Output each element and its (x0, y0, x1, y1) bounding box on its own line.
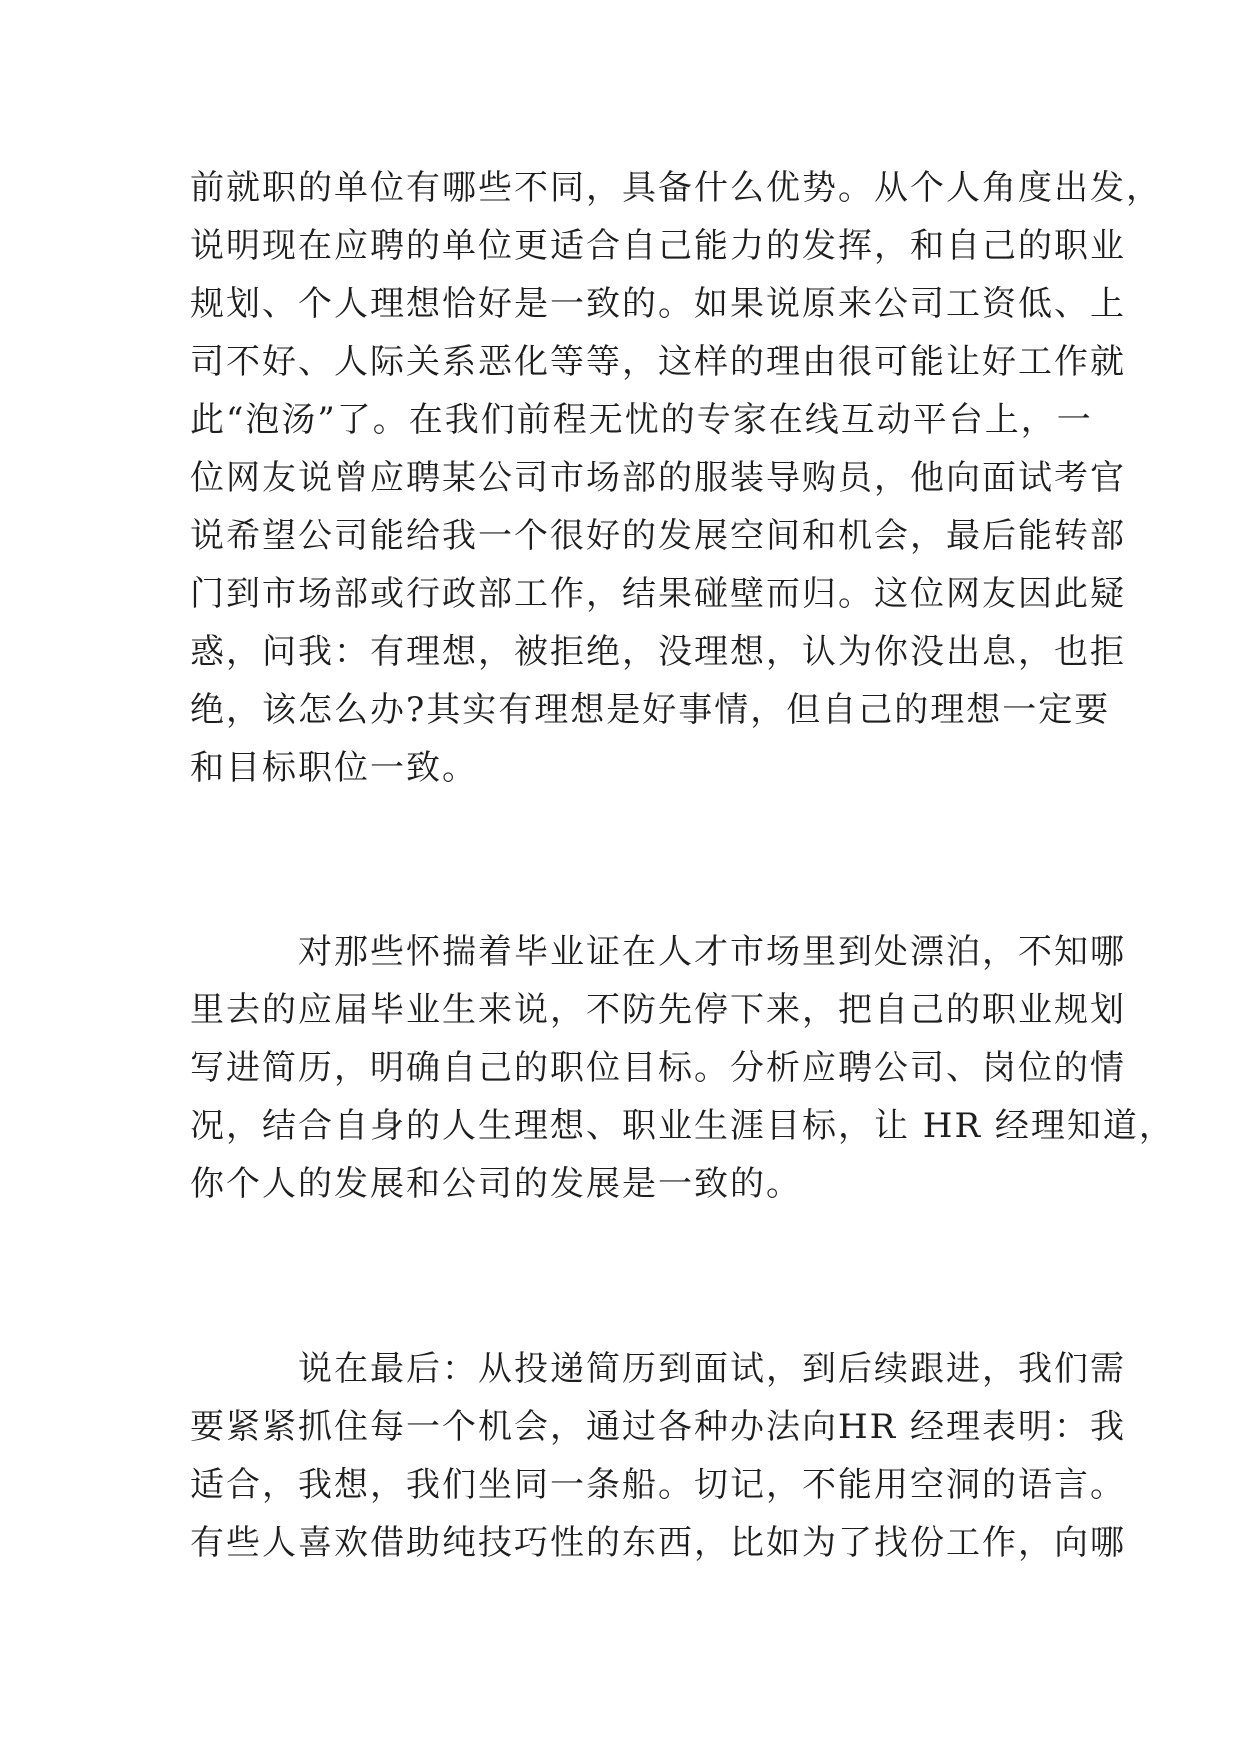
text-line: 门到市场部或行政部工作，结果碰壁而归。这位网友因此疑 (190, 574, 1126, 614)
text-line: 和目标职位一致。 (190, 748, 478, 788)
text-line: 里去的应届毕业生来说，不防先停下来，把自己的职业规划 (190, 990, 1126, 1030)
text-line: 位网友说曾应聘某公司市场部的服装导购员，他向面试考官 (190, 458, 1126, 498)
text-line: 说明现在应聘的单位更适合自己能力的发挥，和自己的职业 (190, 226, 1126, 266)
text-line: 惑，问我：有理想，被拒绝，没理想，认为你没出息，也拒 (190, 632, 1126, 672)
text-line: 适合，我想，我们坐同一条船。切记，不能用空洞的语言。 (190, 1465, 1126, 1505)
text-line: 前就职的单位有哪些不同，具备什么优势。从个人角度出发， (190, 168, 1162, 208)
text-line: 况，结合自身的人生理想、职业生涯目标，让 HR 经理知道， (190, 1106, 1175, 1146)
text-line: 绝，该怎么办?其实有理想是好事情，但自己的理想一定要 (190, 690, 1111, 730)
text-line: 说在最后：从投递简历到面试，到后续跟进，我们需 (298, 1349, 1126, 1389)
text-line: 要紧紧抓住每一个机会，通过各种办法向HR 经理表明：我 (190, 1407, 1127, 1447)
text-line: 写进简历，明确自己的职位目标。分析应聘公司、岗位的情 (190, 1048, 1126, 1088)
text-line: 司不好、人际关系恶化等等，这样的理由很可能让好工作就 (190, 342, 1126, 382)
text-line: 对那些怀揣着毕业证在人才市场里到处漂泊，不知哪 (298, 932, 1126, 972)
text-line: 你个人的发展和公司的发展是一致的。 (190, 1164, 802, 1204)
text-line: 规划、个人理想恰好是一致的。如果说原来公司工资低、上 (190, 284, 1126, 324)
text-line: 此“泡汤”了。在我们前程无忧的专家在线互动平台上，一 (190, 400, 1093, 440)
text-line: 说希望公司能给我一个很好的发展空间和机会，最后能转部 (190, 516, 1126, 556)
text-line: 有些人喜欢借助纯技巧性的东西，比如为了找份工作，向哪 (190, 1523, 1126, 1563)
